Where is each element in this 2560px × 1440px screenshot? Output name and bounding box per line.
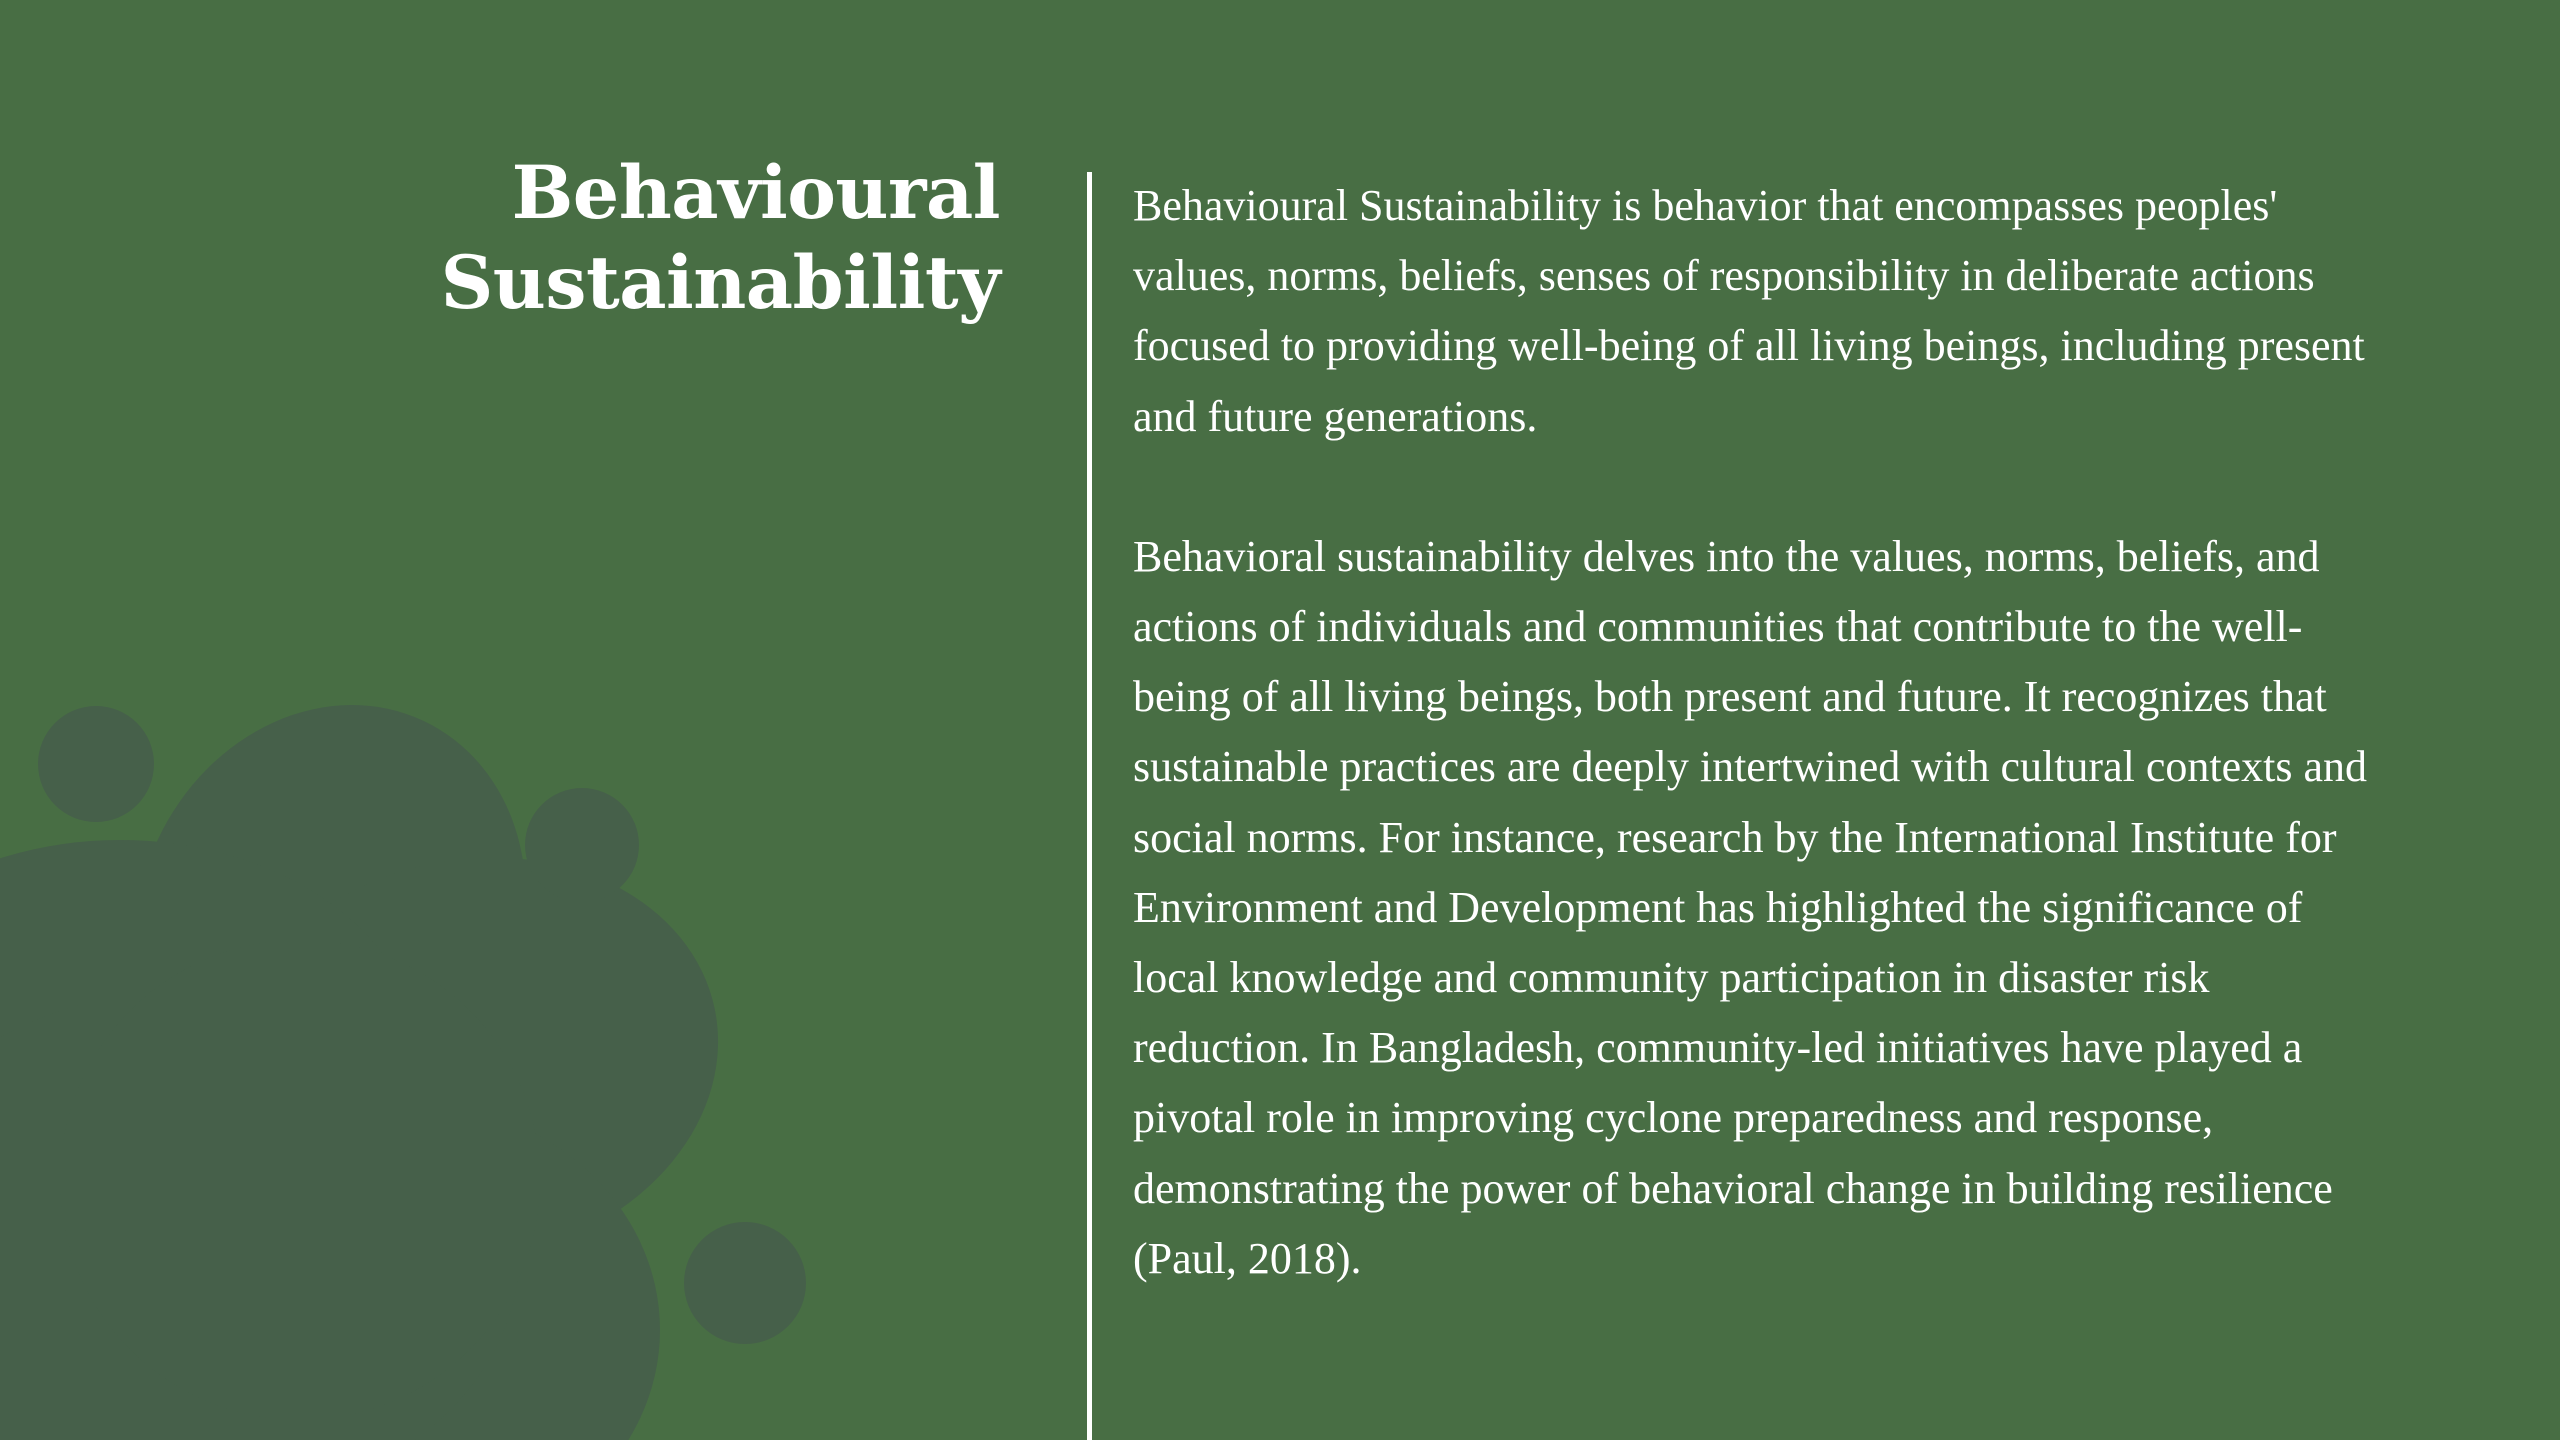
decor-dot-2	[525, 788, 639, 902]
paragraph-explanation: Behavioral sustainability delves into the values, norms, beliefs, and actions of individuals and communities that contribute to the well-being of all living beings, both present and future. It recognizes that sustainable practices are deeply intertwined with cultural contexts and social norms. For instance, research by the International Institute for Environment and Development has highlighted the significance of local knowledge and community participation in disaster risk reduction. In Bangladesh, community-led initiatives have played a pivotal role in improving cyclone preparedness and response, demonstrating the power of behavioral change in building resilience (Paul, 2018).	[1133, 531, 2367, 1283]
title-line-1: Behavioural	[511, 150, 1000, 236]
decor-dot-3	[684, 1222, 806, 1344]
vertical-divider	[1087, 172, 1092, 1440]
paragraph-definition: Behavioural Sustainability is behavior that encompasses peoples' values, norms, beliefs, senses of responsibility in deliberate actions focused to providing well-being of all living beings, including present and future generations.	[1133, 181, 2365, 441]
decor-dot-1	[38, 706, 154, 822]
title-line-2: Sustainability	[440, 240, 1000, 326]
body-text	[1133, 171, 2368, 1294]
slide-title	[100, 148, 1000, 328]
